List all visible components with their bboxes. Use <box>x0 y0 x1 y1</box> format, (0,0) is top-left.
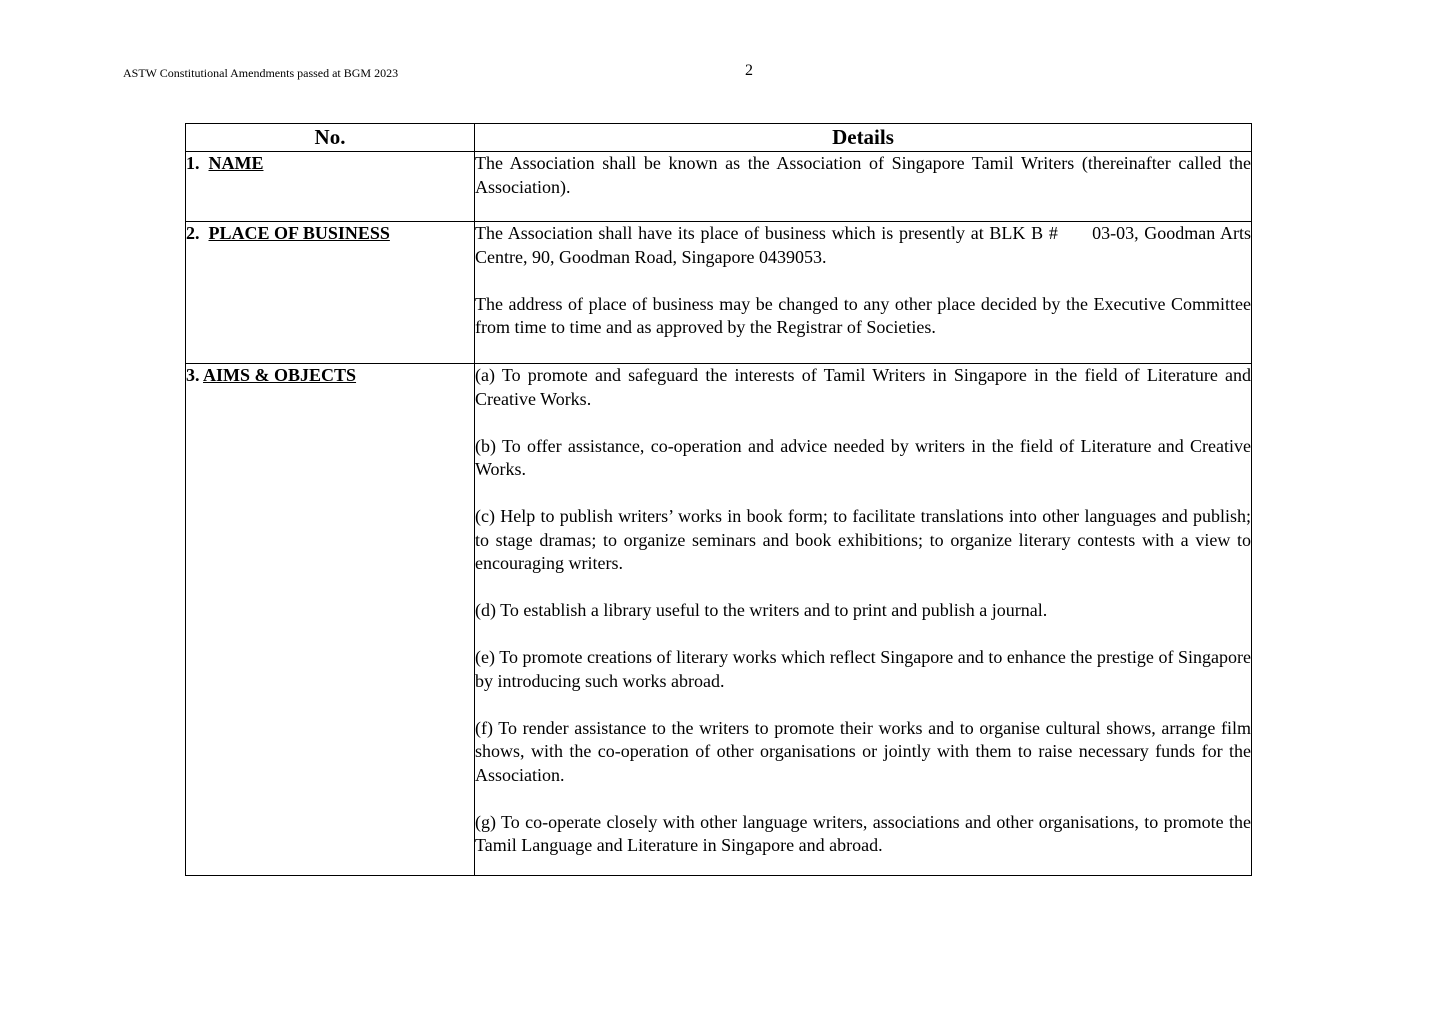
row-heading-cell <box>186 222 475 364</box>
table-row <box>186 222 1252 364</box>
table-header-row <box>186 124 1252 152</box>
row-details-cell <box>475 222 1252 364</box>
detail-paragraph: (e) To promote creations of literary works which reflect Singapore and to enhance the prestige of Singapore by introducing such works abroad. <box>475 647 1251 691</box>
detail-paragraph: The Association shall be known as the Association of Singapore Tamil Writers (thereinafter called the Association). <box>475 153 1251 197</box>
row-number: 3. <box>186 365 200 385</box>
detail-paragraph: (a) To promote and safeguard the interests of Tamil Writers in Singapore in the field of Literature and Creative Works. <box>475 365 1251 409</box>
detail-paragraph: (b) To offer assistance, co-operation and advice needed by writers in the field of Literature and Creative Works. <box>475 435 1251 479</box>
row-details-cell <box>475 152 1252 222</box>
column-header-no: No. <box>186 124 475 152</box>
page-number: 2 <box>745 62 753 79</box>
detail-paragraph: The Association shall have its place of business which is presently at BLK B # 03-03, Goodman Arts Centre, 90, Goodman Road, Singapore 0439053. <box>475 223 1251 267</box>
detail-paragraph: (d) To establish a library useful to the writers and to print and publish a journal. <box>475 600 1048 620</box>
column-header-details: Details <box>475 124 1252 152</box>
detail-paragraph: (g) To co-operate closely with other language writers, associations and other organisations, to promote the Tamil Language and Literature in Singapore and abroad. <box>475 811 1251 855</box>
row-details-cell <box>475 364 1252 876</box>
row-title: PLACE OF BUSINESS <box>208 223 390 243</box>
row-number: 1. <box>186 153 200 173</box>
detail-paragraph: (f) To render assistance to the writers to promote their works and to organise cultural shows, arrange film shows, with the co-operation of other organisations or jointly with them to raise necessary funds for the Association. <box>475 717 1251 785</box>
table-row <box>186 152 1252 222</box>
table-row <box>186 364 1252 876</box>
constitution-table <box>185 123 1252 876</box>
row-title: AIMS & OBJECTS <box>203 365 357 385</box>
detail-paragraph: (c) Help to publish writers’ works in book form; to facilitate translations into other languages and publish; to stage dramas; to organize seminars and book exhibitions; to organize literary contests with a view to encouraging writers. <box>475 506 1251 573</box>
row-title: NAME <box>208 153 264 173</box>
row-number: 2. <box>186 223 200 243</box>
row-heading-cell <box>186 152 475 222</box>
document-header-title: ASTW Constitutional Amendments passed at BGM 2023 <box>123 66 399 80</box>
detail-paragraph: The address of place of business may be changed to any other place decided by the Executive Committee from time to time and as approved by the Registrar of Societies. <box>475 293 1251 337</box>
row-heading-cell <box>186 364 475 876</box>
